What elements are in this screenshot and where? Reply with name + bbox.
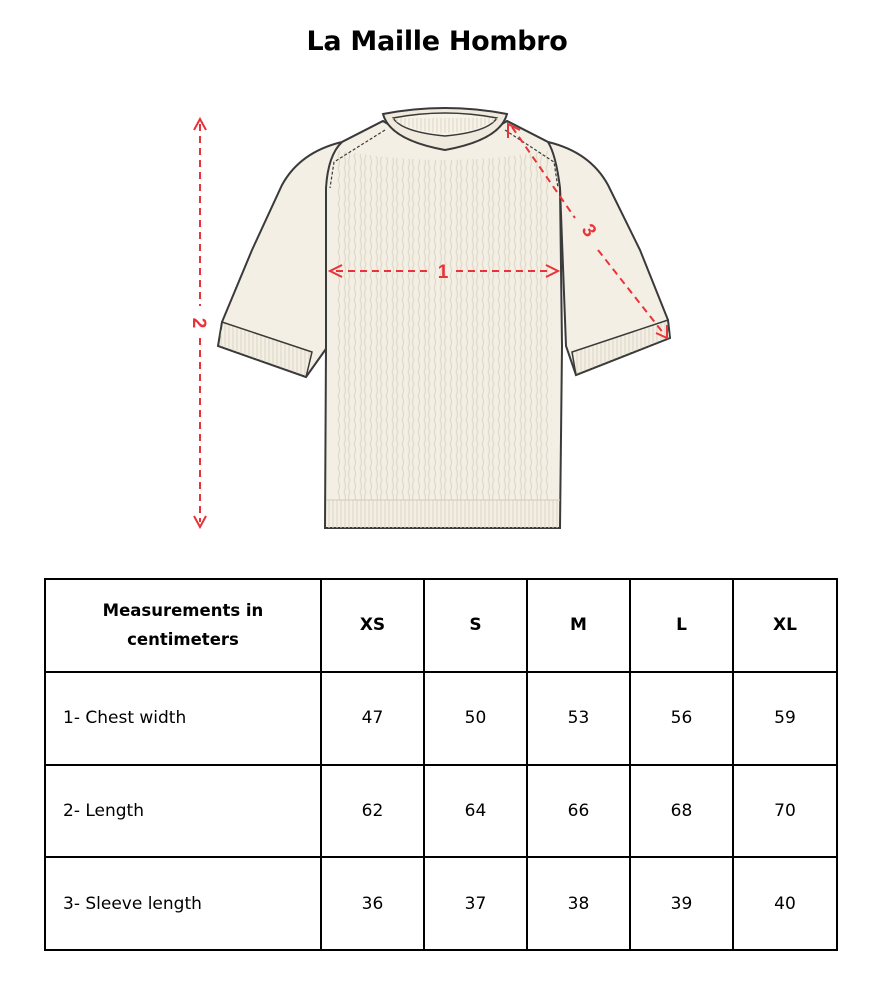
size-header-m: M [527, 579, 630, 672]
table-cell: 36 [321, 857, 424, 950]
size-header-s: S [424, 579, 527, 672]
table-cell: 38 [527, 857, 630, 950]
page-title: La Maille Hombro [306, 26, 568, 57]
table-cell: 37 [424, 857, 527, 950]
row-label-sleeve: 3- Sleeve length [45, 857, 321, 950]
table-cell: 40 [733, 857, 837, 950]
table-cell: 66 [527, 765, 630, 858]
size-header-xl: XL [733, 579, 837, 672]
table-cell: 50 [424, 672, 527, 765]
table-cell: 62 [321, 765, 424, 858]
table-cell: 68 [630, 765, 733, 858]
table-header-row [45, 579, 837, 672]
table-row [45, 765, 837, 858]
table-cell: 70 [733, 765, 837, 858]
table-cell: 39 [630, 857, 733, 950]
table-cell: 64 [424, 765, 527, 858]
row-label-length: 2- Length [45, 765, 321, 858]
measurements-header: Measurements in centimeters [45, 579, 321, 672]
size-header-xs: XS [321, 579, 424, 672]
row-label-chest: 1- Chest width [45, 672, 321, 765]
table-cell: 59 [733, 672, 837, 765]
table-row [45, 672, 837, 765]
sweater-shape [218, 108, 670, 528]
size-chart-table [44, 578, 838, 951]
table-cell: 53 [527, 672, 630, 765]
table-cell: 47 [321, 672, 424, 765]
chest-width-number: 1 [437, 262, 449, 283]
table-row [45, 857, 837, 950]
size-header-l: L [630, 579, 733, 672]
length-number: 2 [188, 317, 209, 329]
table-cell: 56 [630, 672, 733, 765]
sleeve-length-number: 3 [576, 220, 601, 242]
